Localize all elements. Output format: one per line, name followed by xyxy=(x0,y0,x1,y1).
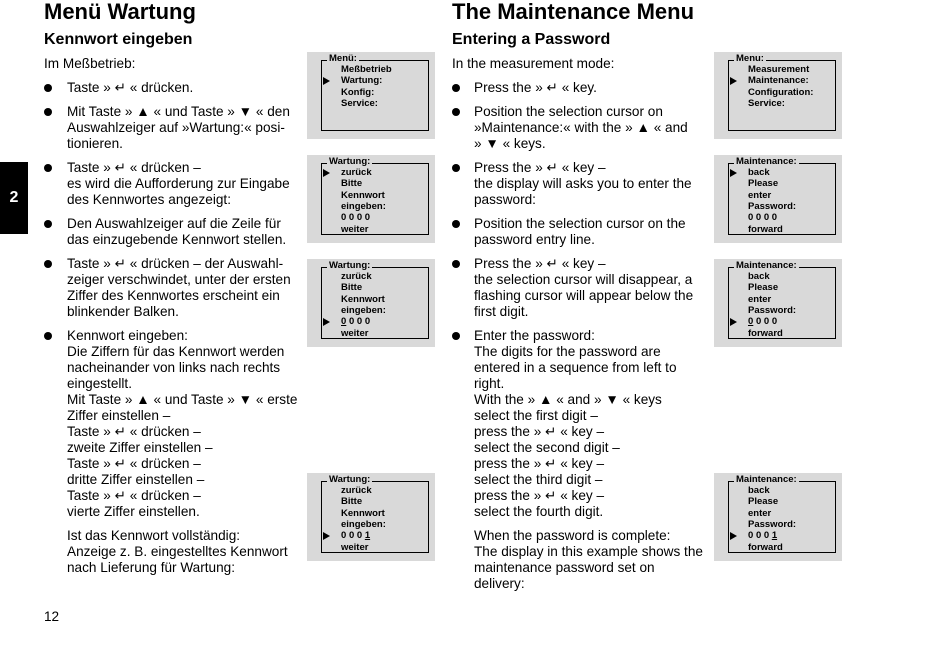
instruction-line: es wird die Aufforderung zur Eingabe xyxy=(67,176,290,191)
display-title: Wartung: xyxy=(329,156,371,167)
display-row: Please xyxy=(748,178,779,190)
instruction-item xyxy=(474,256,693,320)
instruction-line: Press the » ↵ « key – xyxy=(474,256,606,271)
right-closing: When the password is complete: The display in this example shows the maintenance password set on delivery: xyxy=(474,528,703,591)
instruction-item xyxy=(474,328,677,520)
instruction-line: Ziffer einstellen – xyxy=(67,408,171,423)
display-row: 0 0 0 1 xyxy=(748,530,778,542)
display-row: 0 0 0 0 xyxy=(341,316,371,328)
left-intro: Im Meßbetrieb: xyxy=(44,56,136,71)
selection-cursor-icon xyxy=(730,318,737,326)
display-row: Konfig: xyxy=(341,86,375,98)
display-title: Maintenance: xyxy=(736,474,797,485)
right-subtitle: Entering a Password xyxy=(452,31,611,48)
instruction-line: dritte Ziffer einstellen – xyxy=(67,472,205,487)
instruction-line: press the » ↵ « key – xyxy=(474,424,605,439)
instruction-line: Kennwort eingeben: xyxy=(67,328,188,343)
instruction-line: Taste » ↵ « drücken – xyxy=(67,456,201,471)
instruction-line: first digit. xyxy=(474,304,529,319)
display-row: forward xyxy=(748,541,783,553)
instruction-line: das einzugebende Kennwort stellen. xyxy=(67,232,287,247)
display-panel xyxy=(307,473,435,561)
instruction-line: des Kennwortes angezeigt: xyxy=(67,192,231,207)
selection-cursor-icon xyxy=(323,532,330,540)
display-row: Please xyxy=(748,282,779,294)
display-row: zurück xyxy=(341,167,372,178)
left-closing: Ist das Kennwort vollständig: Anzeige z. B. eingestelltes Kennwort nach Lieferung für Wartung: xyxy=(67,528,288,575)
instruction-line: tionieren. xyxy=(67,136,123,151)
instruction-line: select the second digit – xyxy=(474,440,620,455)
display-title: Menu: xyxy=(736,53,764,64)
display-panel xyxy=(714,52,842,139)
instruction-line: zweite Ziffer einstellen – xyxy=(67,440,213,455)
instruction-line: password: xyxy=(474,192,536,207)
bullet xyxy=(452,260,460,268)
instruction-line: Press the » ↵ « key – xyxy=(474,160,606,175)
instruction-item xyxy=(474,216,686,248)
bullet xyxy=(44,220,52,228)
display-row: Bitte xyxy=(341,178,363,190)
instruction-line: Press the » ↵ « key. xyxy=(474,80,597,95)
instruction-line: zeiger verschwindet, unter der ersten xyxy=(67,272,291,287)
display-row: Kennwort xyxy=(341,293,385,305)
bullet xyxy=(452,332,460,340)
display-title: Maintenance: xyxy=(736,156,797,167)
instruction-line: Taste » ↵ « drücken – xyxy=(67,160,201,175)
instruction-line: press the » ↵ « key – xyxy=(474,488,605,503)
display-row: Password: xyxy=(748,200,797,212)
display-row: 0 0 0 0 xyxy=(748,316,778,328)
display-row: back xyxy=(748,167,770,178)
right-intro: In the measurement mode: xyxy=(452,56,615,71)
display-row: forward xyxy=(748,327,783,339)
bullet xyxy=(44,84,52,92)
display-title: Wartung: xyxy=(329,260,371,271)
instruction-line: Mit Taste » ▲ « und Taste » ▼ « den xyxy=(67,104,290,119)
section-tab: 2 xyxy=(0,162,28,234)
display-row: eingeben: xyxy=(341,200,386,212)
display-row: enter xyxy=(748,293,772,305)
instruction-line: press the » ↵ « key – xyxy=(474,456,605,471)
instruction-line: Position the selection cursor on xyxy=(474,104,663,119)
instruction-line: Ziffer des Kennwortes erscheint ein xyxy=(67,288,280,303)
instruction-item xyxy=(474,80,597,96)
bullet xyxy=(44,260,52,268)
instruction-line: entered in a sequence from left to xyxy=(474,360,677,375)
instruction-line: eingestellt. xyxy=(67,376,132,391)
instruction-line: Taste » ↵ « drücken – der Auswahl- xyxy=(67,256,284,271)
instruction-item xyxy=(67,216,286,248)
instruction-item xyxy=(474,104,688,152)
display-row: Measurement xyxy=(748,64,810,75)
display-title: Menü: xyxy=(329,53,357,64)
display-row: Maintenance: xyxy=(748,75,809,87)
instruction-line: The digits for the password are xyxy=(474,344,661,359)
display-row: 0 0 0 0 xyxy=(748,212,778,224)
bullet xyxy=(452,164,460,172)
left-subtitle: Kennwort eingeben xyxy=(44,31,193,48)
display-row: Bitte xyxy=(341,282,363,294)
display-row: weiter xyxy=(341,327,369,339)
selection-cursor-icon xyxy=(323,77,330,85)
instruction-line: select the fourth digit. xyxy=(474,504,604,519)
instruction-item xyxy=(67,328,297,520)
display-panel xyxy=(307,52,435,139)
instruction-line: With the » ▲ « and » ▼ « keys xyxy=(474,392,662,407)
instruction-item xyxy=(67,160,290,208)
instruction-line: the selection cursor will disappear, a xyxy=(474,272,693,287)
bullet xyxy=(44,164,52,172)
left-title: Menü Wartung xyxy=(44,0,196,24)
display-row: Wartung: xyxy=(341,75,383,87)
bullet xyxy=(44,108,52,116)
instruction-line: Mit Taste » ▲ « und Taste » ▼ « erste xyxy=(67,392,298,407)
instruction-item xyxy=(474,160,692,208)
bullet xyxy=(452,84,460,92)
display-row: 0 0 0 1 xyxy=(341,530,371,542)
display-row: Service: xyxy=(748,97,785,109)
display-row: enter xyxy=(748,189,772,201)
bullet xyxy=(452,220,460,228)
display-title: Wartung: xyxy=(329,474,371,485)
display-row: 0 0 0 0 xyxy=(341,212,371,224)
display-row: Configuration: xyxy=(748,86,814,98)
bullet xyxy=(44,332,52,340)
instruction-item xyxy=(67,80,193,96)
display-panel xyxy=(714,259,842,347)
display-panel xyxy=(307,155,435,243)
display-title: Maintenance: xyxy=(736,260,797,271)
instruction-line: Enter the password: xyxy=(474,328,595,343)
selection-cursor-icon xyxy=(730,169,737,177)
display-row: Service: xyxy=(341,97,378,109)
instruction-line: Position the selection cursor on the xyxy=(474,216,686,231)
selection-cursor-icon xyxy=(323,318,330,326)
display-row: weiter xyxy=(341,223,369,235)
display-row: back xyxy=(748,485,770,496)
instruction-line: » ▼ « keys. xyxy=(474,136,546,151)
display-row: Password: xyxy=(748,304,797,316)
display-row: forward xyxy=(748,223,783,235)
instruction-line: blinkender Balken. xyxy=(67,304,179,319)
instruction-line: Taste » ↵ « drücken – xyxy=(67,424,201,439)
instruction-line: the display will asks you to enter the xyxy=(474,176,692,191)
selection-cursor-icon xyxy=(323,169,330,177)
display-row: eingeben: xyxy=(341,304,386,316)
display-row: zurück xyxy=(341,485,372,496)
display-row: back xyxy=(748,271,770,282)
instruction-item xyxy=(67,104,290,152)
display-panel xyxy=(714,155,842,243)
instruction-line: vierte Ziffer einstellen. xyxy=(67,504,200,519)
display-row: Please xyxy=(748,496,779,508)
display-row: Kennwort xyxy=(341,189,385,201)
instruction-line: Die Ziffern für das Kennwort werden xyxy=(67,344,285,359)
instruction-line: Den Auswahlzeiger auf die Zeile für xyxy=(67,216,281,231)
right-title: The Maintenance Menu xyxy=(452,0,695,24)
instruction-line: right. xyxy=(474,376,505,391)
display-row: weiter xyxy=(341,541,369,553)
instruction-line: select the third digit – xyxy=(474,472,603,487)
selection-cursor-icon xyxy=(730,77,737,85)
display-row: Password: xyxy=(748,518,797,530)
instruction-line: nacheinander von links nach rechts xyxy=(67,360,281,375)
display-row: eingeben: xyxy=(341,518,386,530)
display-row: zurück xyxy=(341,271,372,282)
instruction-item xyxy=(67,256,291,320)
display-panel xyxy=(714,473,842,561)
instruction-line: select the first digit – xyxy=(474,408,598,423)
instruction-line: Auswahlzeiger auf »Wartung:« posi- xyxy=(67,120,285,135)
instruction-line: Taste » ↵ « drücken. xyxy=(67,80,194,95)
page-number: 12 xyxy=(44,609,60,624)
bullet xyxy=(452,108,460,116)
display-row: enter xyxy=(748,507,772,519)
instruction-line: flashing cursor will appear below the xyxy=(474,288,694,303)
selection-cursor-icon xyxy=(730,532,737,540)
display-row: Bitte xyxy=(341,496,363,508)
instruction-line: Taste » ↵ « drücken – xyxy=(67,488,201,503)
instruction-line: password entry line. xyxy=(474,232,595,247)
display-row: Kennwort xyxy=(341,507,385,519)
display-panel xyxy=(307,259,435,347)
instruction-line: »Maintenance:« with the » ▲ « and xyxy=(474,120,688,135)
display-row: Meßbetrieb xyxy=(341,64,392,75)
